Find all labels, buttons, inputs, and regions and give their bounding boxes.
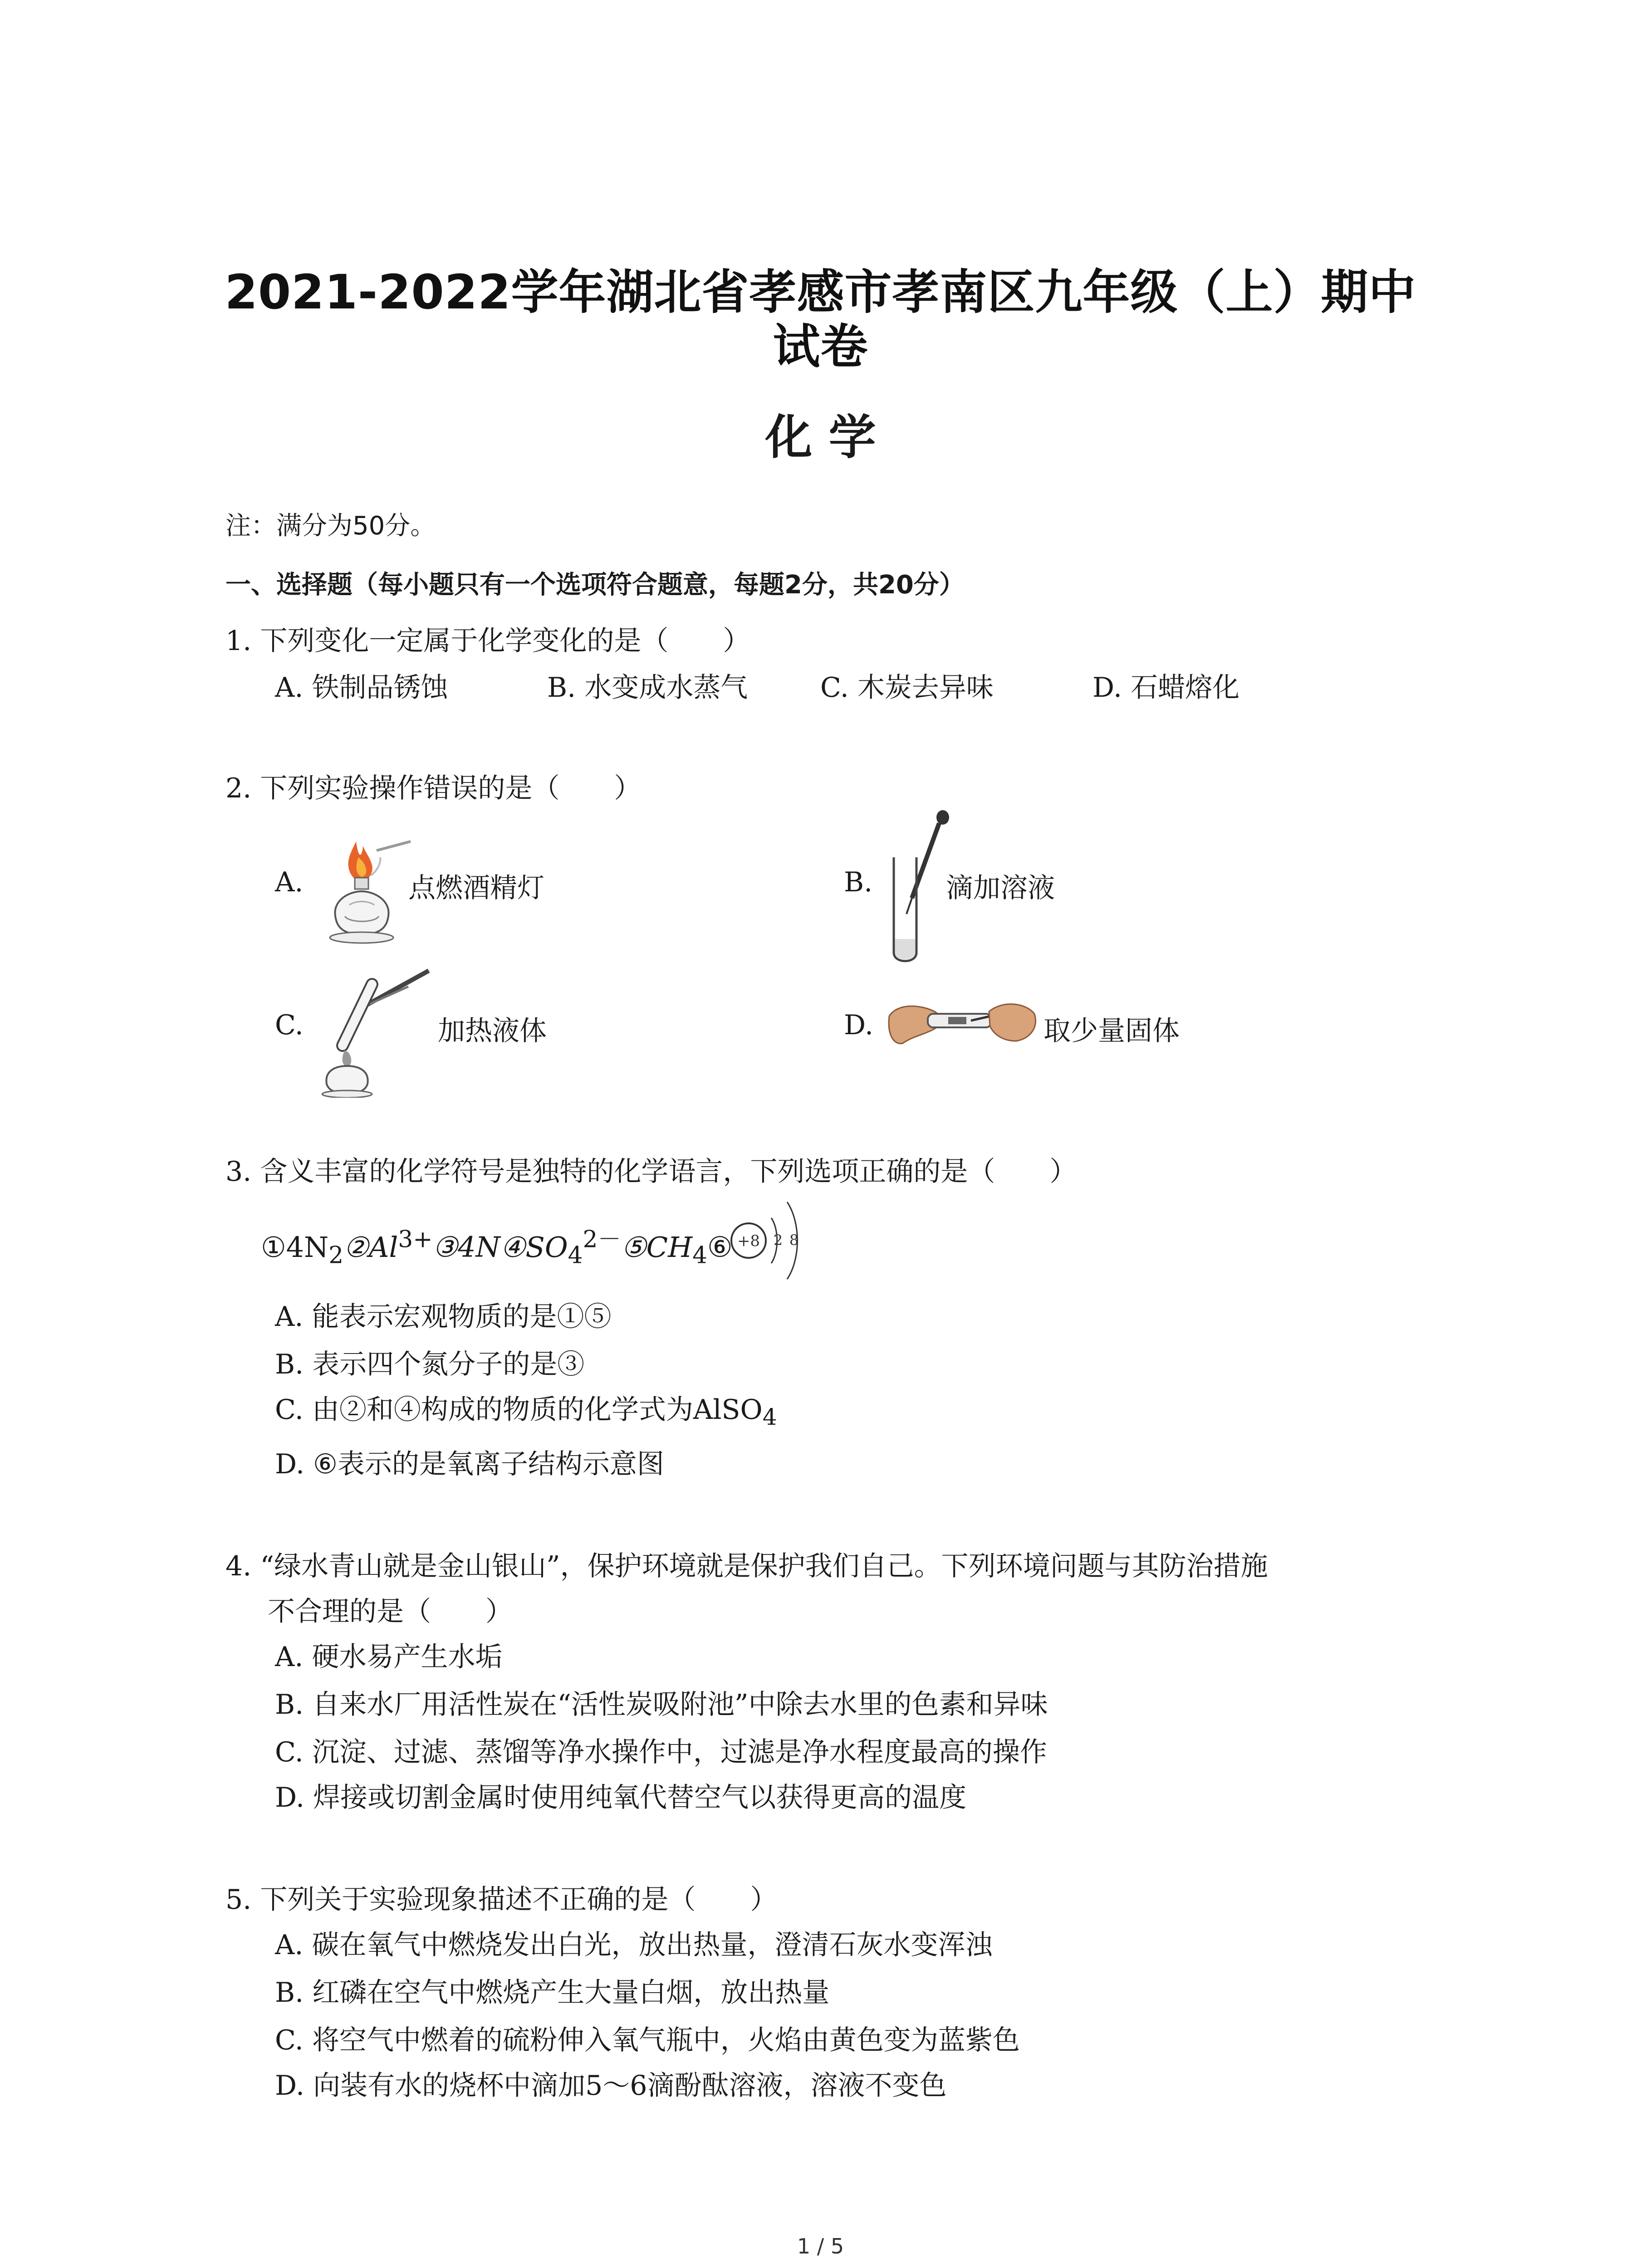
option-a: A. 硬水易产生水垢	[275, 1641, 503, 1673]
symbol-4: $④SO_4^{2-}$	[500, 1226, 622, 1269]
option-d: D. 焊接或切割金属时使用纯氧代替空气以获得更高的温度	[275, 1782, 967, 1813]
option-b-letter: B.	[844, 866, 873, 898]
page-number: 1 / 5	[797, 2234, 844, 2258]
section-heading: 一、选择题（每小题只有一个选项符合题意，每题2分，共20分）	[225, 570, 965, 600]
symbol-6: ⑥	[707, 1230, 733, 1264]
shell-2-electrons: 8	[789, 1232, 799, 1249]
option-d-caption: 取少量固体	[1043, 1015, 1180, 1047]
symbol-2: $②Al^{3+}$	[343, 1226, 433, 1264]
symbol-1: $①4N_2$	[261, 1230, 344, 1269]
question-stem: 3. 含义丰富的化学符号是独特的化学语言，下列选项正确的是（ ）	[225, 1156, 1077, 1188]
subject-heading: 化 学	[765, 410, 876, 465]
score-note: 注：满分为50分。	[225, 511, 436, 541]
nucleus-charge: +8	[737, 1232, 760, 1250]
option-c: C. 沉淀、过滤、蒸馏等净水操作中，过滤是净水程度最高的操作	[275, 1736, 1047, 1768]
option-d: D. 向装有水的烧杯中滴加5～6滴酚酞溶液，溶液不变色	[275, 2070, 947, 2102]
taking-solid-icon	[885, 993, 1039, 1052]
question-stem: 1. 下列变化一定属于化学变化的是（ ）	[225, 625, 750, 657]
symbol-5: $⑤CH_4$	[621, 1230, 708, 1269]
page-title: 2021-2022学年湖北省孝感市孝南区九年级（上）期中	[225, 264, 1416, 320]
option-a: A. 能表示宏观物质的是①⑤	[275, 1301, 612, 1333]
option-c-caption: 加热液体	[438, 1015, 547, 1047]
page-title-continued: 试卷	[773, 319, 868, 374]
chemical-symbols	[261, 1220, 733, 1269]
option-a-letter: A.	[275, 866, 304, 898]
option-b-caption: 滴加溶液	[946, 872, 1055, 904]
option-b: B. 水变成水蒸气	[547, 672, 748, 704]
question-stem: 4. “绿水青山就是金山银山”，保护环境就是保护我们自己。下列环境问题与其防治措施	[225, 1550, 1268, 1582]
option-c: C. 木炭去异味	[820, 672, 994, 704]
question-stem: 5. 下列关于实验现象描述不正确的是（ ）	[225, 1884, 778, 1916]
question-stem: 2. 下列实验操作错误的是（ ）	[225, 772, 642, 804]
alcohol-lamp-lighting-icon	[313, 832, 417, 950]
symbol-3: ③4N	[432, 1230, 500, 1264]
question-stem-continued: 不合理的是（ ）	[268, 1596, 513, 1628]
option-b: B. 表示四个氮分子的是③	[275, 1349, 585, 1380]
option-d: D. 石蜡熔化	[1092, 672, 1240, 704]
option-a: A. 碳在氧气中燃烧发出白光，放出热量，澄清石灰水变浑浊	[275, 1929, 993, 1961]
option-c-letter: C.	[275, 1009, 304, 1041]
option-a-caption: 点燃酒精灯	[408, 872, 544, 904]
option-b: B. 自来水厂用活性炭在“活性炭吸附池”中除去水里的色素和异味	[275, 1689, 1048, 1721]
shell-1-electrons: 2	[773, 1232, 783, 1249]
heating-liquid-icon	[309, 962, 440, 1098]
option-d-letter: D.	[844, 1009, 874, 1041]
option-d: D. ⑥表示的是氧离子结构示意图	[275, 1448, 664, 1480]
option-c: C. 由②和④构成的物质的化学式为AlSO$_4$	[275, 1394, 777, 1430]
atom-structure-diagram	[728, 1191, 805, 1290]
option-a: A. 铁制品锈蚀	[275, 672, 448, 704]
option-b: B. 红磷在空气中燃烧产生大量白烟，放出热量	[275, 1977, 830, 2009]
option-c: C. 将空气中燃着的硫粉伸入氧气瓶中，火焰由黄色变为蓝紫色	[275, 2024, 1020, 2056]
